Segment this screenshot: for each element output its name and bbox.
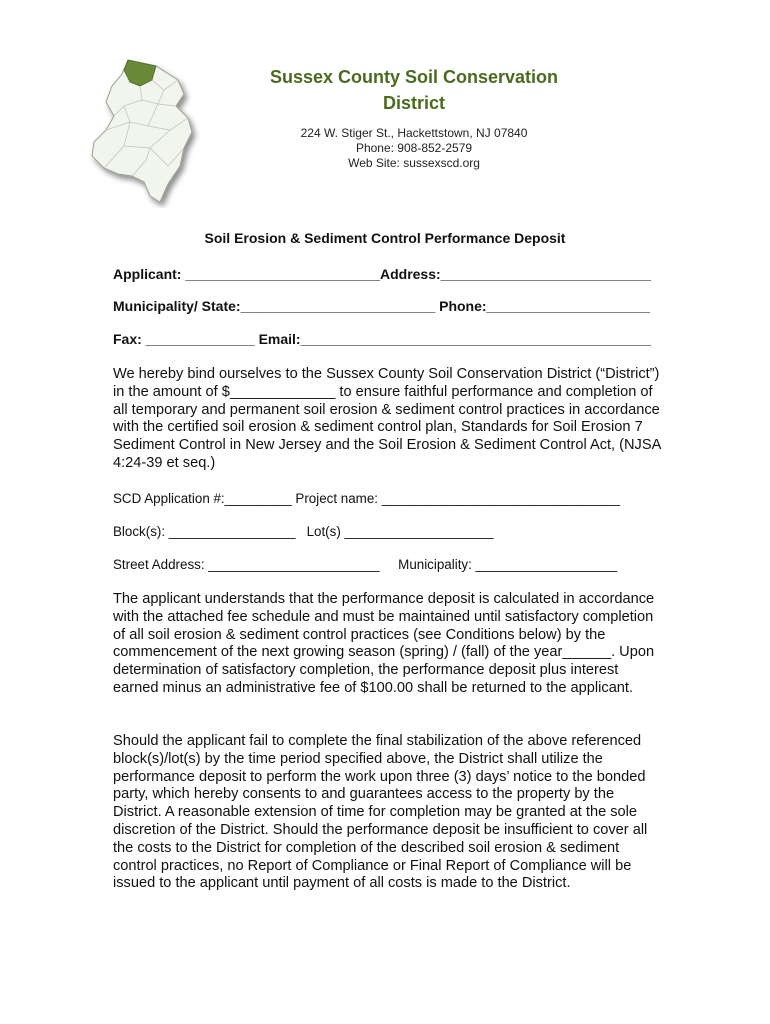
organization-name-line1: Sussex County Soil Conservation [269, 67, 559, 87]
organization-website: Web Site: sussexscd.org [348, 156, 480, 170]
organization-phone: Phone: 908-852-2579 [355, 141, 473, 155]
organization-name-line2: District [382, 93, 445, 113]
fax-email-line[interactable]: Fax: ______________ Email:_____________________________________________ [113, 331, 651, 347]
organization-address: 224 W. Stiger St., Hackettstown, NJ 07840 [300, 126, 528, 140]
applicant-address-line[interactable]: Applicant: _________________________Address:___________________________ [113, 266, 651, 282]
scd-application-line[interactable]: SCD Application #:_________ Project name: ________________________________ [113, 491, 621, 506]
understanding-paragraph: The applicant understands that the performance deposit is calculated in accordance with the attached fee schedule and must be maintained until satisfactory completion of all soil erosion & sediment control practices (see Conditions below) by the commencement of the next growing season (spring) / (fall) of the year______. Upon determination of satisfactory completion, the performance deposit plus interest earned minus an administrative fee of $100.00 shall be returned to the applicant. [113, 591, 655, 696]
municipality-phone-line[interactable]: Municipality/ State:_________________________ Phone:_____________________ [113, 298, 651, 314]
failure-paragraph: Should the applicant fail to complete the final stabilization of the above referenced block(s)/lot(s) by the time period specified above, the District shall utilize the performance deposit to perform the work upon three (3) days’ notice to the bonded party, which hereby consents to and guarantees access to the property by the District. A reasonable extension of time for completion may be granted at the sole discretion of the District. Should the performance deposit be insufficient to cover all the costs to the District for completion of the described soil erosion & sediment control practices, no Report of Compliance or Final Report of Compliance will be issued to the applicant until payment of all costs is made to the District. [113, 733, 648, 892]
new-jersey-map-logo [84, 56, 204, 208]
block-lot-line[interactable]: Block(s): _________________ Lot(s) ____________________ [113, 524, 494, 539]
bind-paragraph: We hereby bind ourselves to the Sussex County Soil Conservation District (“District”) in the amount of $_____________ to ensure faithful performance and completion of all temporary and permanent soil erosion & sediment control practices in accordance with the certified soil erosion & sediment control plan, Standards for Soil Erosion 7 Sediment Control in New Jersey and the Soil Erosion & Sediment Control Act, (NJSA 4:24-39 et seq.) [113, 366, 661, 471]
organization-header [236, 64, 592, 171]
street-address-line[interactable]: Street Address: _______________________ Municipality: ___________________ [113, 557, 618, 572]
form-title: Soil Erosion & Sediment Control Performance Deposit [204, 230, 566, 246]
